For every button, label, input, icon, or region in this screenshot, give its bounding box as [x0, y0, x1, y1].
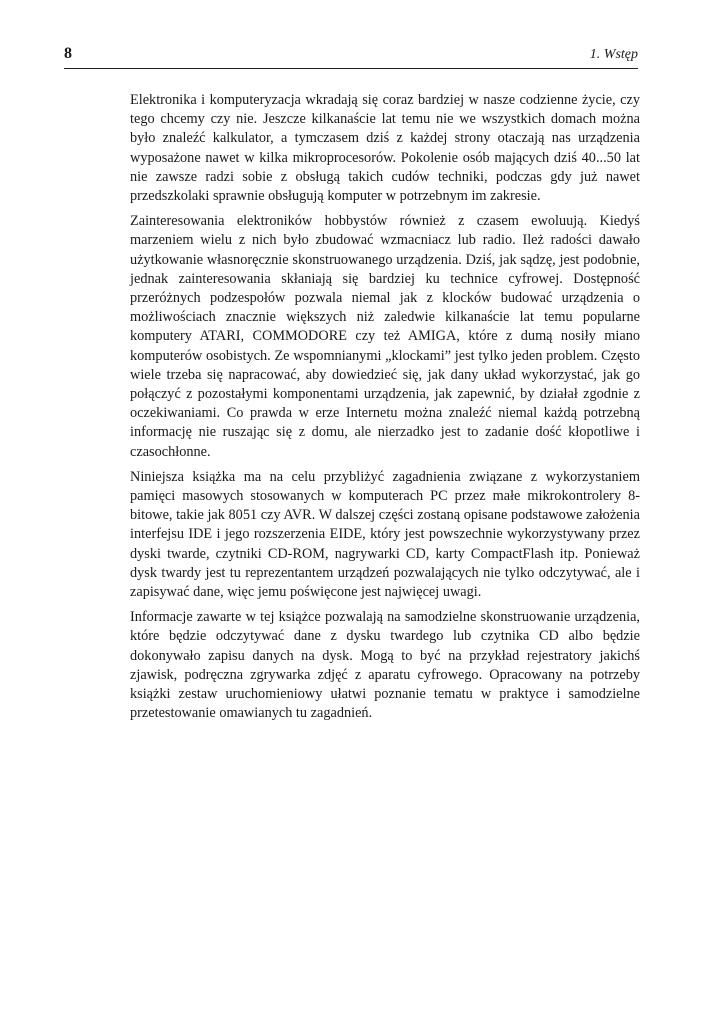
body-text — [130, 91, 640, 730]
paragraph: Elektronika i komputeryzacja wkradają się coraz bardziej w nasze codzienne życie, czy tego chcemy czy nie. Jeszcze kilkanaście lat temu nie we wszystkich domach można było znaleźć kalkulator, a tymczasem dziś z każdej strony otaczają nas urządzenia wyposażone nawet w kilka mikroprocesorów. Pokolenie osób mających dziś 40...50 lat nie zawsze radzi sobie z obsługą takich cudów techniki, podczas gdy już nawet przedszkolaki sprawnie obsługują komputer w potrzebnym im zakresie. — [130, 92, 640, 205]
paragraph: Niniejsza książka ma na celu przybliżyć zagadnienia związane z wykorzystaniem pamięci masowych stosowanych w komputerach PC przez małe mikrokontrolery 8-bitowe, takie jak 8051 czy AVR. W dalszej części zostaną opisane podstawowe założenia interfejsu IDE i jego rozszerzenia EIDE, który jest powszechnie wykorzystywany przez dyski twarde, czytniki CD-ROM, nagrywarki CD, karty CompactFlash itp. Ponieważ dysk twardy jest tu reprezentantem urządzeń pozwalających nie tylko odczytywać, ale i zapisywać dane, więc jemu poświęcone jest najwięcej uwagi. — [130, 468, 640, 601]
paragraph: Zainteresowania elektroników hobbystów również z czasem ewoluują. Kiedyś marzeniem wielu z nich było zbudować wzmacniacz lub radio. Ileż radości dawało użytkowanie własnoręcznie skonstruowanego urządzenia. Dziś, jak sądzę, jest podobnie, jednak zainteresowania skłaniają się bardziej ku technice cyfrowej. Dostępność przeróżnych podzespołów pozwala niemal jak z klocków budować urządzenia o możliwościach znacznie większych niż zaledwie kilkanaście lat temu popularne komputery ATARI, COMMODORE czy też AMIGA, które z dumą nosiły miano komputerów osobistych. Ze wspomnianymi „klockami” jest tylko jeden problem. Często wiele trzeba się napracować, aby dowiedzieć się, jak dany układ wykorzystać, jak go połączyć z pozostałymi komponentami urządzenia, jak zapewnić, by działał zgodnie z oczekiwaniami. Co prawda w erze Internetu można znaleźć niemal każdą potrzebną informację nie ruszając się z domu, ale nierzadko jest to zadanie dość kłopotliwe i czasochłonne. — [130, 213, 640, 460]
page-header — [64, 44, 638, 69]
page-number: 8 — [64, 45, 72, 62]
paragraph: Informacje zawarte w tej książce pozwalają na samodzielne skonstruowanie urządzenia, które będzie odczytywać dane z dysku twardego lub czytnika CD albo będzie dokonywało zapisu danych na dysk. Mogą to być na przykład rejestratory jakichś zjawisk, podręczna zgrywarka zdjęć z aparatu cyfrowego. Opracowany na potrzeby książki zestaw uruchomieniowy ułatwi poznanie tematu w praktyce i samodzielne przetestowanie omawianych tu zagadnień. — [130, 609, 640, 722]
running-head: 1. Wstęp — [589, 47, 638, 62]
